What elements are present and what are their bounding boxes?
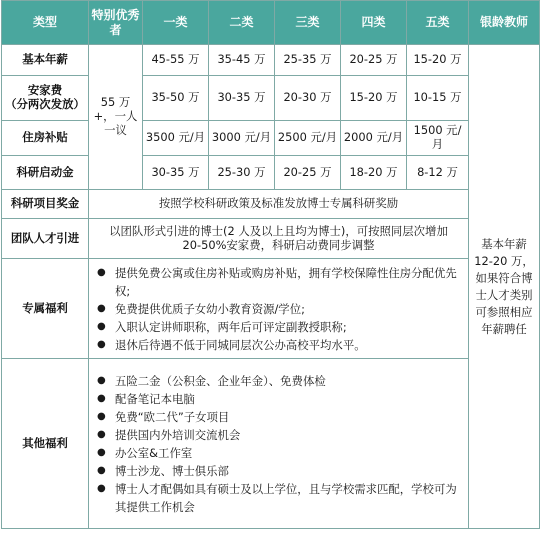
row-label-exclusive: 专属福利 [2,259,89,359]
row-award [2,190,540,219]
bullet-icon: ● [97,464,106,476]
salary-class-1: 45-55 万 [143,45,209,76]
housing-class-1: 3500 元/月 [143,121,209,156]
header-class-2: 二类 [209,1,275,45]
bullet-icon: ● [97,374,106,386]
startup-class-5: 8-12 万 [407,156,469,190]
header-class-3: 三类 [275,1,341,45]
header-row [2,1,540,45]
list-item: ● 提供免费公寓或住房补贴或购房补贴，拥有学校保障性住房分配优先权; [97,265,457,298]
row-label-salary: 基本年薪 [2,45,89,76]
salary-class-5: 15-20 万 [407,45,469,76]
list-item: ● 办公室&工作室 [97,445,193,460]
settle-class-5: 10-15 万 [407,76,469,121]
row-label-team: 团队人才引进 [2,219,89,259]
header-class-5: 五类 [407,1,469,45]
housing-class-3: 2500 元/月 [275,121,341,156]
row-team [2,219,540,259]
other-list-cell [89,359,469,529]
settle-label-line2: （分两次发放） [5,97,85,111]
bullet-icon: ● [97,428,106,440]
housing-class-5: 1500 元/月 [407,121,469,156]
row-label-startup: 科研启动金 [2,156,89,190]
salary-class-3: 25-35 万 [275,45,341,76]
silver-teacher-note: 基本年薪 12-20 万，如果符合博士人才类别可参照相应年薪聘任 [469,45,540,529]
list-item: ● 配备笔记本电脑 [97,391,195,406]
header-type: 类型 [2,1,89,45]
settle-class-4: 15-20 万 [341,76,407,121]
bullet-icon: ● [97,482,106,494]
startup-class-3: 20-25 万 [275,156,341,190]
header-class-4: 四类 [341,1,407,45]
header-class-1: 一类 [143,1,209,45]
bullet-icon: ● [97,392,106,404]
benefits-table [1,0,540,529]
list-item: ● 五险二金（公积金、企业年金）、免费体检 [97,373,326,388]
settle-class-3: 20-30 万 [275,76,341,121]
list-item: ● 博士人才配偶如具有硕士及以上学位，且与学校需求匹配，学校可为其提供工作机会 [97,481,457,514]
exclusive-list-cell [89,259,469,359]
team-text: 以团队形式引进的博士(2 人及以上且均为博士)，可按照同层次增加 20-50%安家费，科研启动费同步调整 [89,219,469,259]
settle-label-line1: 安家费 [27,83,63,98]
row-exclusive [2,259,540,359]
row-salary [2,45,540,76]
list-item: ● 入职认定讲师职称，两年后可评定副教授职称; [97,319,347,334]
bullet-icon: ● [97,410,106,422]
row-label-other: 其他福利 [2,359,89,529]
list-item: ● 退休后待遇不低于同城同层次公办高校平均水平。 [97,337,366,352]
salary-class-4: 20-25 万 [341,45,407,76]
header-silver-teacher: 银龄教师 [469,1,540,45]
bullet-icon: ● [97,302,106,314]
settle-class-1: 35-50 万 [143,76,209,121]
salary-class-2: 35-45 万 [209,45,275,76]
header-special: 特别优秀者 [89,1,143,45]
startup-class-2: 25-30 万 [209,156,275,190]
list-item: ● 免费提供优质子女幼小教育资源/学位; [97,301,305,316]
housing-class-2: 3000 元/月 [209,121,275,156]
special-value: 55 万+，一人一议 [89,45,143,190]
award-text: 按照学校科研政策及标准发放博士专属科研奖励 [89,190,469,219]
row-label-housing: 住房补贴 [2,121,89,156]
bullet-icon: ● [97,266,106,278]
row-other [2,359,540,529]
startup-class-1: 30-35 万 [143,156,209,190]
row-label-award: 科研项目奖金 [2,190,89,219]
list-item: ● 免费“欧二代”子女项目 [97,409,230,424]
other-list [91,372,466,516]
row-housing [2,121,540,156]
bullet-icon: ● [97,338,106,350]
bullet-icon: ● [97,320,106,332]
row-label-settle [2,76,89,121]
startup-class-4: 18-20 万 [341,156,407,190]
settle-class-2: 30-35 万 [209,76,275,121]
row-settle [2,76,540,121]
row-startup [2,156,540,190]
list-item: ● 博士沙龙、博士俱乐部 [97,463,229,478]
exclusive-list [91,264,466,354]
list-item: ● 提供国内外培训交流机会 [97,427,241,442]
housing-class-4: 2000 元/月 [341,121,407,156]
bullet-icon: ● [97,446,106,458]
